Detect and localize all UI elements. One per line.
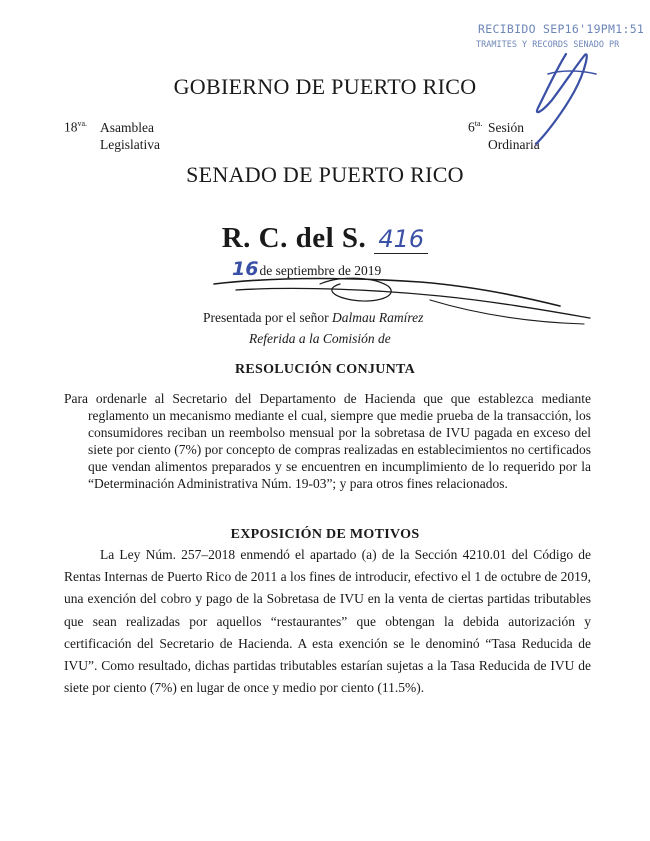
date-rest: de septiembre de 2019 (259, 263, 382, 278)
referred-to: Referida a la Comisión de (249, 331, 391, 346)
measure-number-handwritten: 416 (374, 225, 428, 254)
session-ordinal-number: 6 (468, 119, 475, 135)
session-name (488, 119, 540, 153)
document-type-heading: RESOLUCIÓN CONJUNTA (234, 362, 416, 377)
measure-heading (0, 222, 650, 255)
assembly-line1: Asamblea (100, 120, 154, 135)
session-ordinal-suffix: ta. (474, 119, 483, 128)
filing-date (232, 258, 381, 280)
session-line2: Ordinaria (488, 137, 540, 152)
measure-label: R. C. del S. (221, 222, 367, 254)
exposition-paragraph: La Ley Núm. 257–2018 enmendó el apartado (a) de la Sección 4210.01 del Código de Rentas Internas de Puerto Rico de 2011 a los fines de introducir, efectivo el 1 de octubre de 2019, una exención del cobro y pago de la Sobretasa de IVU en la venta de ciertas partidas tributables que sean realizadas por aquellos “restaurantes” que obtengan la debida autorización y certificación del Secretario de Hacienda. A esta exención se le denominó “Tasa Reducida de IVU”. Como resultado, dichas partidas tributables estarían sujetas a la Tasa Reducida de IVU de siete por ciento (7%) en lugar de once y medio por ciento (11.5%). (64, 547, 591, 696)
session-ordinal (468, 119, 483, 136)
senator-name: Dalmau Ramírez (331, 310, 424, 325)
date-day-handwritten: 16 (232, 258, 259, 280)
government-title: GOBIERNO DE PUERTO RICO (173, 74, 477, 99)
signature-tail (430, 300, 584, 324)
assembly-ordinal-number: 18 (64, 119, 78, 135)
assembly-line2: Legislativa (100, 137, 160, 152)
signature-loop (320, 278, 391, 301)
exposition-heading: EXPOSICIÓN DE MOTIVOS (230, 527, 420, 542)
senate-title: SENADO DE PUERTO RICO (186, 162, 464, 187)
presented-by-prefix: Presentada por el señor (203, 310, 332, 325)
received-stamp-line1: RECIBIDO SEP16'19PM1:51 (478, 22, 645, 36)
session-line1: Sesión (488, 120, 525, 135)
assembly-ordinal (64, 119, 87, 136)
assembly-name (100, 119, 160, 153)
received-stamp-line2: TRAMITES Y RECORDS SENADO PR (476, 40, 620, 50)
signature-sweep-1 (214, 279, 560, 307)
resolution-summary: Para ordenarle al Secretario del Departamento de Hacienda que que establezca mediante reglamento un mecanismo mediante el cual, siempre que medie prueba de la transacción, los consumidores reciban un reembolso mensual por la sobretasa de IVU pagada en exceso del siete por ciento (7%) por concepto de compras realizadas en establecimientos no certificados que vendan alimentos preparados y se encuentren en incumplimiento de lo requerido por la “Determinación Administrativa Núm. 19-03”; y para otros fines relacionados. (64, 391, 591, 491)
presented-by (203, 310, 423, 326)
assembly-ordinal-suffix: va. (77, 119, 88, 128)
